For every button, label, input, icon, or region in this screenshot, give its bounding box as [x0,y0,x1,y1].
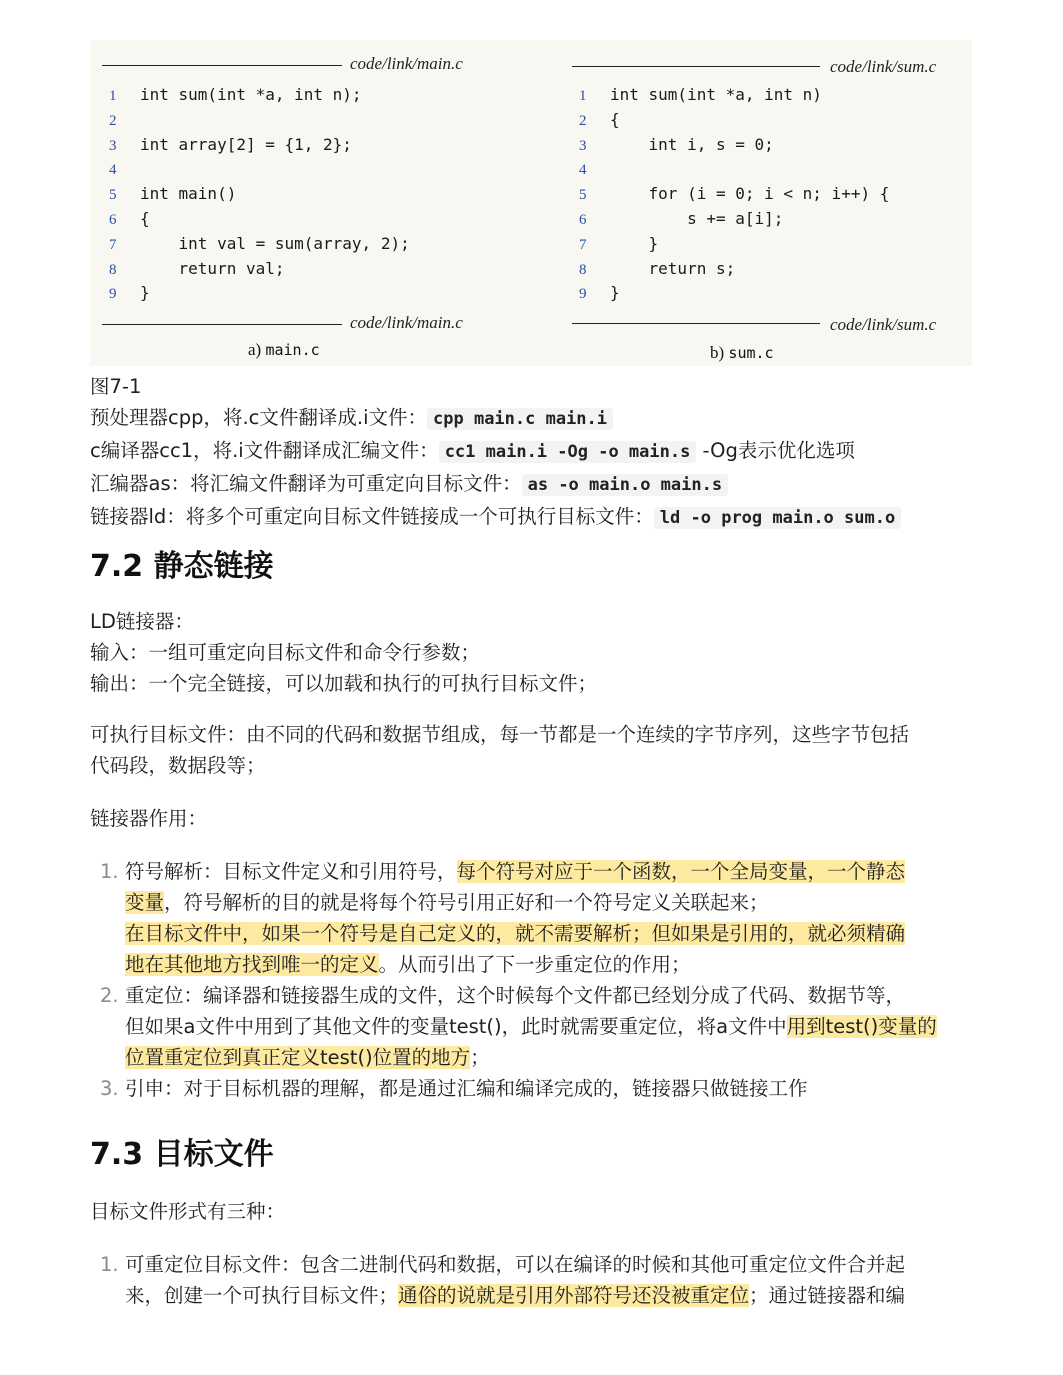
code-line: 9 } [579,283,620,303]
inline-code: ld -o prog main.o sum.o [654,507,901,529]
toolchain-block [90,371,1003,534]
linker-role-list [90,856,1003,1104]
highlight: 在目标文件中，如果一个符号是自己定义的，就不需要解析；但如果是引用的，就必须精确 [125,922,906,945]
file-label-top: code/link/sum.c [830,57,937,76]
list-item: 1. 符号解析：目标文件定义和引用符号，每个符号对应于一个函数，一个全局变量，一个静态 变量，符号解析的目的就是将每个符号引用正好和一个符号定义关联起来； 在目标文件中，如果一个符号是自己定义的，就不需要解析；但如果是引用的，就必须精确 地在其他地方找到唯一的定义。从而引出了下一步重定位的作用； [100,860,906,976]
code-lines [570,83,889,306]
toolchain-line: c编译器cc1，将.i文件翻译成汇编文件： cc1 main.i -Og -o main.s -Og表示优化选项 [90,439,855,462]
highlight: 通俗的说就是引用外部符号还没被重定位 [398,1284,750,1307]
ld-block [90,606,1003,699]
toolchain-line: 汇编器as：将汇编文件翻译为可重定向目标文件： as -o main.o main.s [90,468,1003,501]
highlight: 每个符号对应于一个函数，一个全局变量，一个静态 [456,860,906,883]
file-label-bottom: code/link/main.c [350,313,463,332]
code-line: 7 } [579,233,659,253]
code-line: 4 [109,162,117,179]
bottom-rule [572,323,820,324]
top-rule [572,66,820,67]
highlight: 位置重定位到真正定义test()位置的地方 [125,1046,471,1069]
file-label-top: code/link/main.c [350,54,463,73]
object-forms-list [90,1249,1003,1311]
subcaption-a: a) main.c [248,340,320,359]
code-line: 8 return s; [579,258,736,278]
object-forms-intro: 目标文件形式有三种： [90,1200,286,1223]
code-line: 8 return val; [109,258,285,278]
code-line: 6 { [109,208,150,228]
code-line: 5 for (i = 0; i < n; i++) { [579,184,890,204]
inline-code: cc1 main.i -Og -o main.s [439,441,697,463]
inline-code: as -o main.o main.s [522,474,728,496]
toolchain-line: 预处理器cpp，将.c文件翻译成.i文件： cpp main.c main.i [90,402,1003,435]
ld-output: 输出：一个完全链接，可以加载和执行的可执行目标文件； [90,672,598,695]
code-line: 2 { [579,109,620,129]
top-rule [102,65,342,66]
figure-label: 图7-1 [90,375,142,398]
code-line: 9 } [109,283,150,303]
inline-code: cpp main.c main.i [427,408,613,430]
code-line: 3 int array[2] = {1, 2}; [109,134,352,154]
code-line: 2 [109,112,117,129]
code-line: 5 int main() [109,184,237,204]
code-line: 7 int val = sum(array, 2); [109,233,410,253]
highlight: 变量 [125,891,165,914]
toolchain-line: 链接器ld：将多个可重定向目标文件链接成一个可执行目标文件： ld -o prog main.o sum.o [90,501,1003,534]
linker-role-label: 链接器作用： [90,807,208,830]
list-item: 2. 重定位：编译器和链接器生成的文件，这个时候每个文件都已经划分成了代码、数据节等， 但如果a文件中用到了其他文件的变量test()，此时就需要重定位，将a文件中用到test()变量的 位置重定位到真正定义test()位置的地方； [100,984,937,1069]
code-line: 6 s += a[i]; [579,208,784,228]
code-line: 1 int sum(int *a, int n) [579,85,822,104]
highlight: 地在其他地方找到唯一的定义 [125,953,379,976]
subcaption-b: b) sum.c [710,343,774,362]
section-heading-7-2: 7.2 静态链接 [90,549,274,584]
ld-input: 输入：一组可重定向目标文件和命令行参数； [90,641,481,664]
bottom-rule [102,324,342,325]
section-heading-7-3: 7.3 目标文件 [90,1137,274,1172]
code-lines [100,83,410,306]
code-line: 4 [579,162,587,179]
code-figure [90,40,972,366]
highlight: 用到test()变量的 [786,1015,937,1038]
ld-intro: LD链接器： [90,610,194,633]
list-item: 3. 引申：对于目标机器的理解，都是通过汇编和编译完成的，链接器只做链接工作 [100,1077,808,1100]
code-line: 3 int i, s = 0; [579,134,774,154]
file-label-bottom: code/link/sum.c [830,315,937,334]
exec-paragraph: 可执行目标文件：由不同的代码和数据节组成，每一节都是一个连续的字节序列，这些字节包括 代码段，数据段等； [90,723,910,777]
list-item: 1. 可重定位目标文件：包含二进制代码和数据，可以在编译的时候和其他可重定位文件合并起 来，创建一个可执行目标文件；通俗的说就是引用外部符号还没被重定位；通过链接器和编 [100,1253,906,1307]
code-line: 1 int sum(int *a, int n); [109,85,362,104]
